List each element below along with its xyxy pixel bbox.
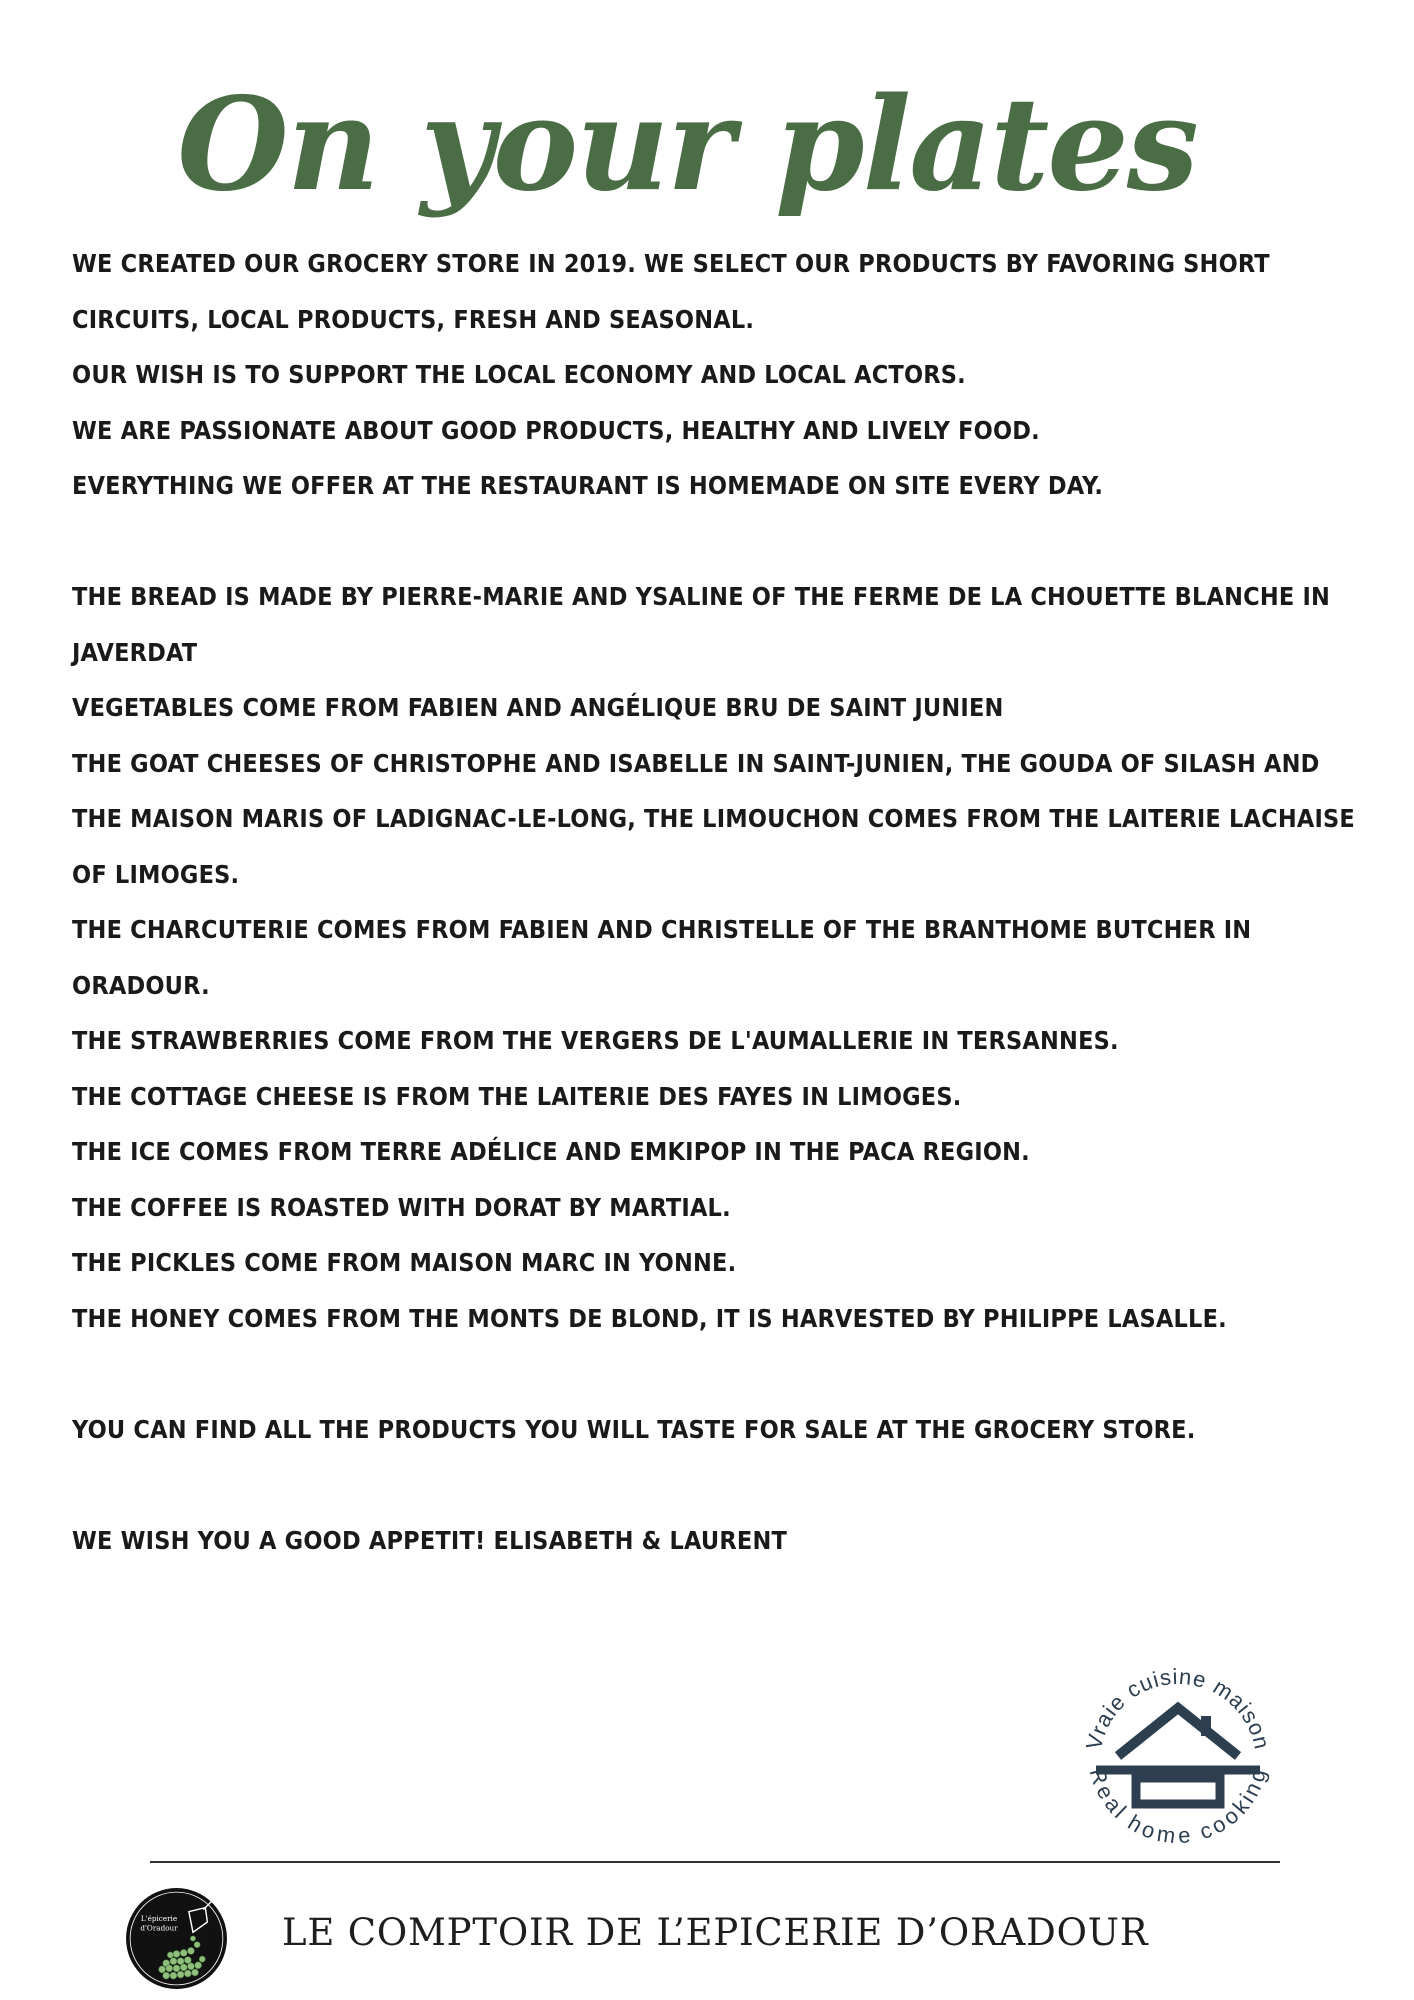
house-icon: [1096, 1708, 1260, 1804]
paragraph: THE STRAWBERRIES COME FROM THE VERGERS DE L'AUMALLERIE IN TERSANNES.: [72, 1026, 1119, 1055]
paragraph: THE PICKLES COME FROM MAISON MARC IN YONNE.: [72, 1248, 737, 1277]
real-home-cooking-badge: [1078, 1652, 1278, 1852]
body-text: [72, 236, 1362, 1568]
paragraph-spacer: [72, 514, 1362, 570]
footer-divider: [150, 1861, 1280, 1863]
paragraph: THE ICE COMES FROM TERRE ADÉLICE AND EMKIPOP IN THE PACA REGION.: [72, 1137, 1030, 1166]
paragraph: YOU CAN FIND ALL THE PRODUCTS YOU WILL TASTE FOR SALE AT THE GROCERY STORE.: [72, 1414, 1196, 1444]
paragraph: WE WISH YOU A GOOD APPETIT! ELISABETH & LAURENT: [72, 1525, 788, 1555]
epicerie-logo: [125, 1887, 228, 1990]
page-title: On your plates: [177, 70, 1197, 220]
paragraph: WE ARE PASSIONATE ABOUT GOOD PRODUCTS, HEALTHY AND LIVELY FOOD.: [72, 415, 1040, 445]
paragraph: THE BREAD IS MADE BY PIERRE-MARIE AND YSALINE OF THE FERME DE LA CHOUETTE BLANCHE IN JAVERDAT: [72, 582, 1331, 667]
paragraph: OUR WISH IS TO SUPPORT THE LOCAL ECONOMY AND LOCAL ACTORS.: [72, 360, 966, 389]
logo-text-line1: L'épicerie: [140, 1913, 178, 1923]
paragraph: THE COTTAGE CHEESE IS FROM THE LAITERIE DES FAYES IN LIMOGES.: [72, 1081, 962, 1111]
paragraph: EVERYTHING WE OFFER AT THE RESTAURANT IS HOMEMADE ON SITE EVERY DAY.: [72, 471, 1104, 500]
logo-text-line2: d'Oradour: [140, 1923, 178, 1933]
paragraph: THE COFFEE IS ROASTED WITH DORAT BY MARTIAL.: [72, 1192, 731, 1222]
paragraph: THE CHARCUTERIE COMES FROM FABIEN AND CHRISTELLE OF THE BRANTHOME BUTCHER IN ORADOUR.: [72, 915, 1252, 1000]
footer-business-name: LE COMPTOIR DE L’EPICERIE D’ORADOUR: [282, 1911, 1149, 1954]
paragraph-spacer: [72, 1457, 1362, 1513]
paragraph: THE HONEY COMES FROM THE MONTS DE BLOND, IT IS HARVESTED BY PHILIPPE LASALLE.: [72, 1303, 1227, 1333]
badge-top-text: Vraie cuisine maison: [1081, 1663, 1275, 1753]
paragraph: THE GOAT CHEESES OF CHRISTOPHE AND ISABELLE IN SAINT-JUNIEN, THE GOUDA OF SILASH AND THE MAISON MARIS OF LADIGNAC-LE-LONG, THE LIMOUCHON COMES FROM THE LAITERIE LACHAISE OF LIMOGES.: [72, 748, 1355, 889]
paragraph-spacer: [72, 1346, 1362, 1402]
paragraph: VEGETABLES COME FROM FABIEN AND ANGÉLIQUE BRU DE SAINT JUNIEN: [72, 693, 1004, 722]
paragraph: WE CREATED OUR GROCERY STORE IN 2019. WE SELECT OUR PRODUCTS BY FAVORING SHORT CIRCUITS, LOCAL PRODUCTS, FRESH AND SEASONAL.: [72, 249, 1270, 334]
badge-bottom-text: Real home cooking: [1084, 1765, 1272, 1849]
